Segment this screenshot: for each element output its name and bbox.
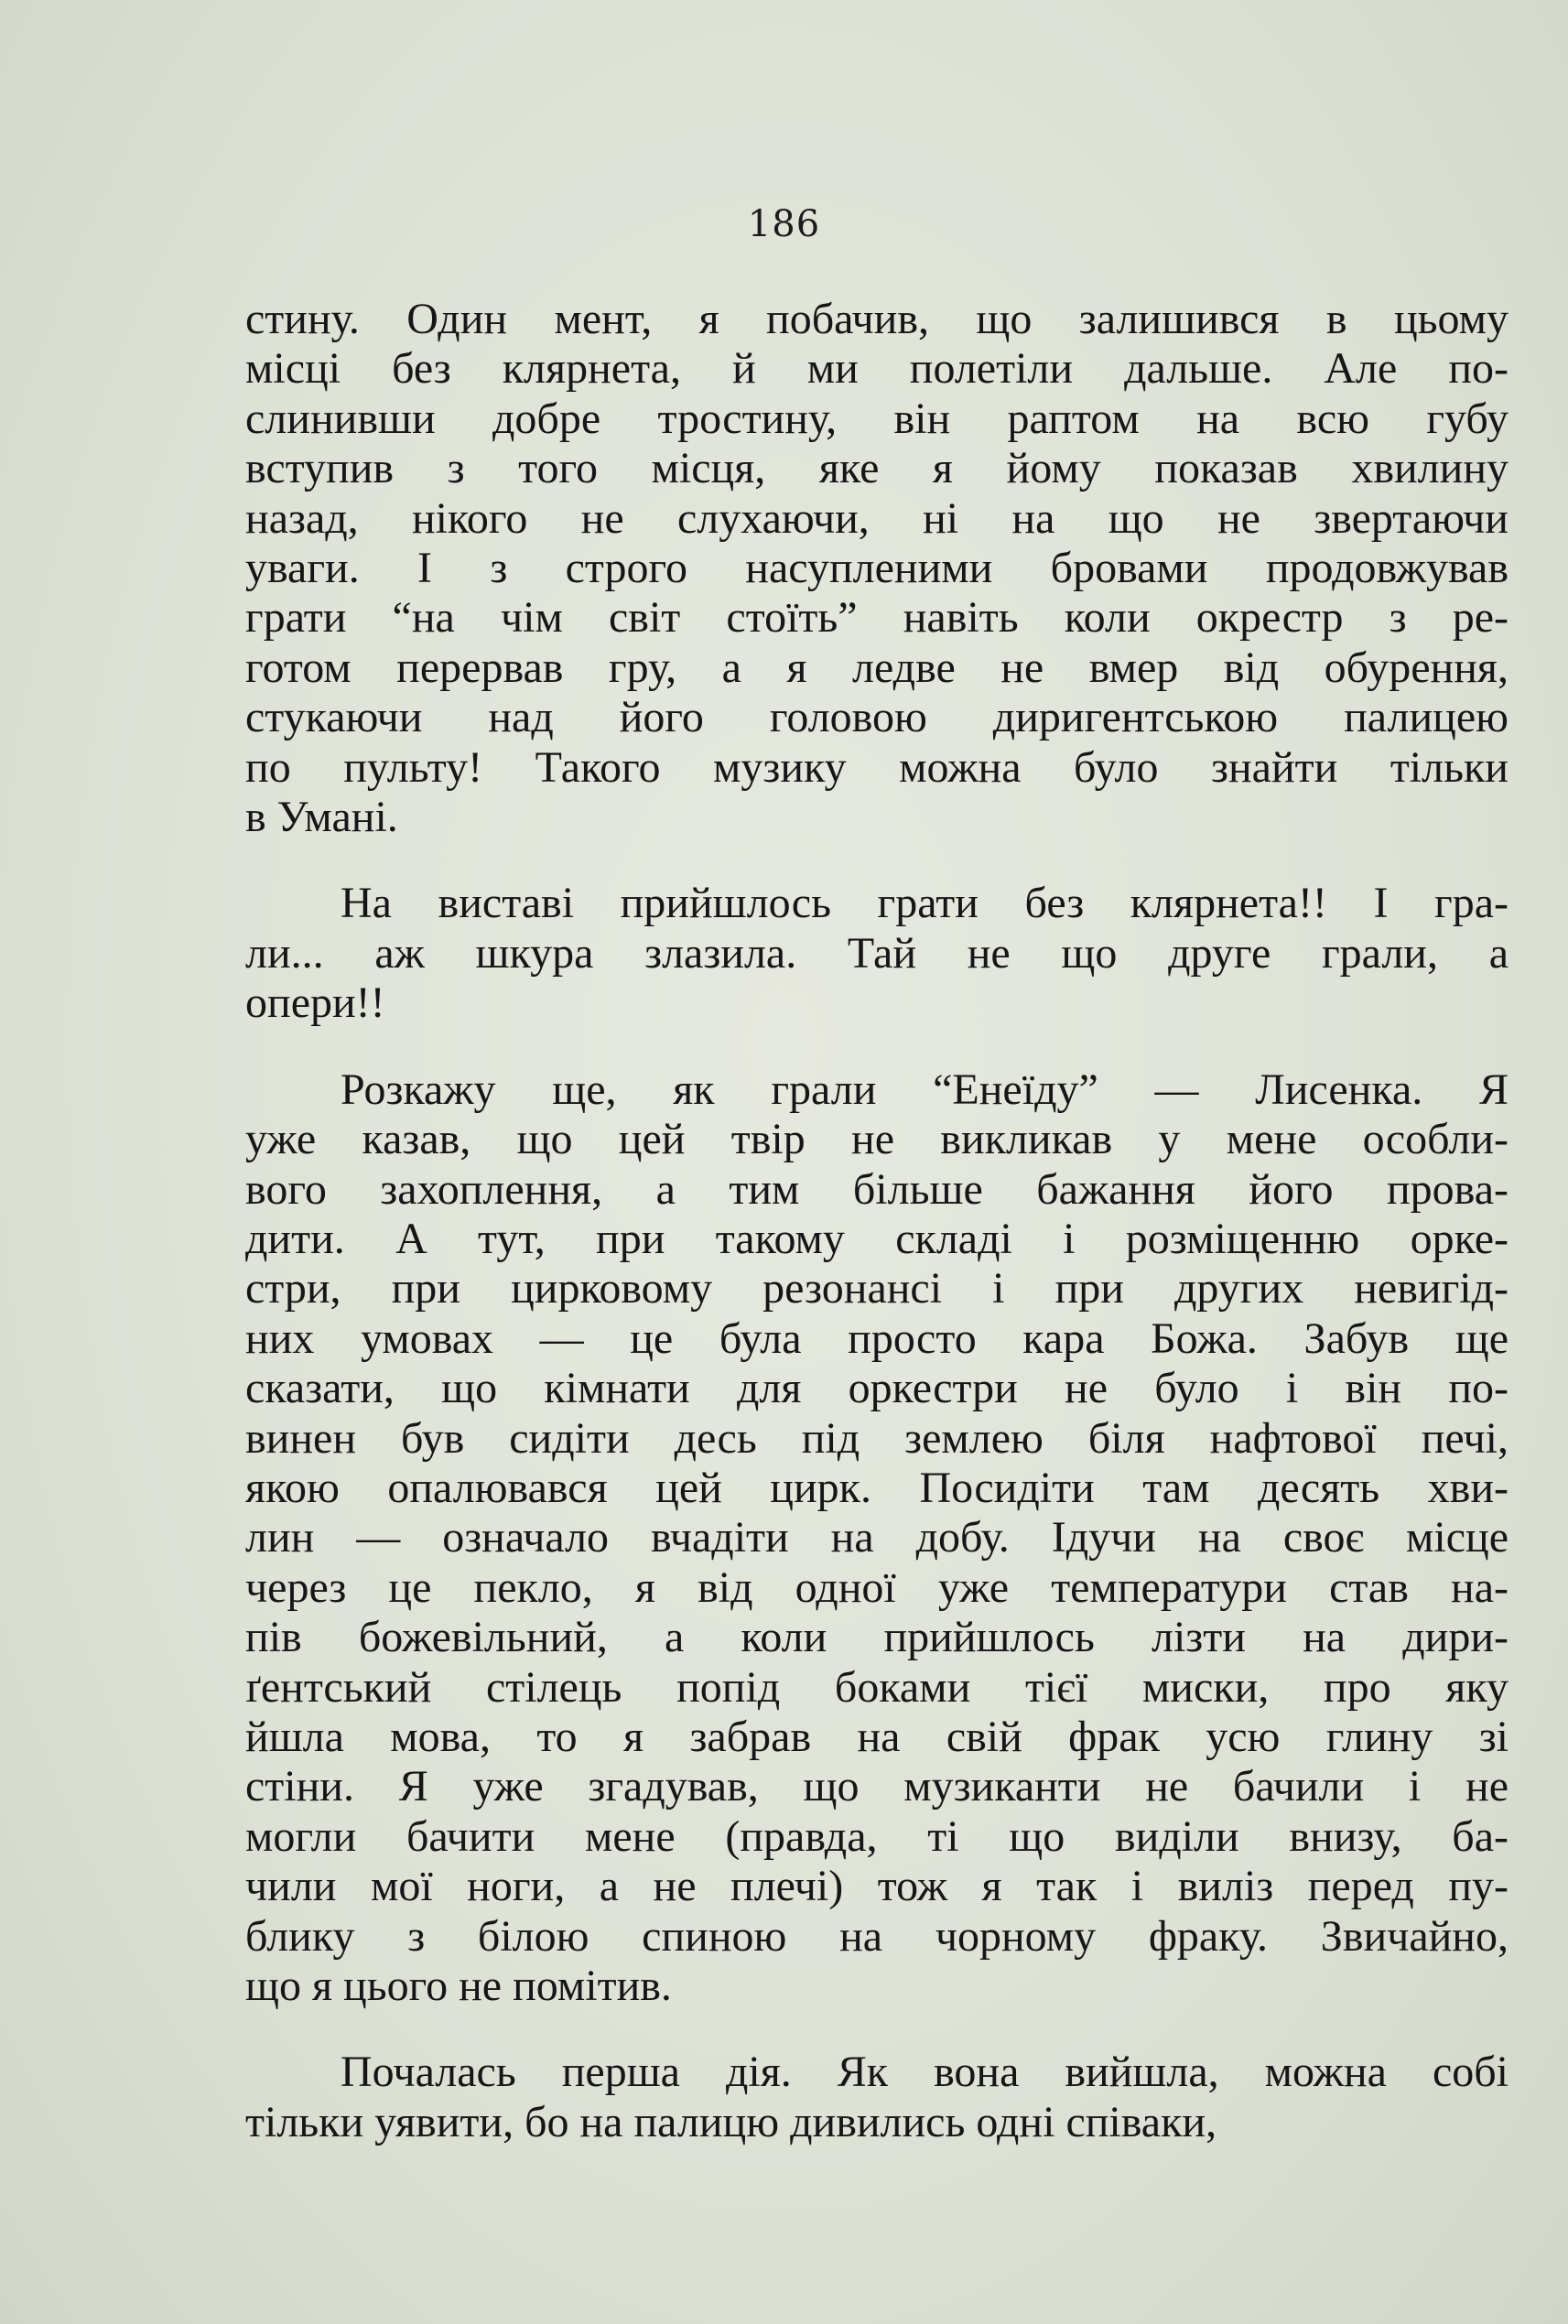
text-line: опери!! xyxy=(245,978,385,1028)
paragraph xyxy=(245,879,1509,1028)
text-line: винен був сидіти десь під землею біля нафтової печі, xyxy=(245,1413,1509,1463)
text-line: йшла мова, то я забрав на свій фрак усю глину зі xyxy=(245,1712,1509,1761)
text-line: блику з білою спиною на чорному фраку. Звичайно, xyxy=(245,1911,1509,1961)
text-line: в Умані. xyxy=(245,793,398,842)
text-line: місці без клярнета, й ми полетіли дальше. Але по- xyxy=(245,344,1509,394)
body-text xyxy=(245,295,1509,2147)
text-line: стину. Один мент, я побачив, що залишився в цьому xyxy=(245,295,1509,343)
text-line: грати “на чім світ стоїть” навіть коли окрестр з ре- xyxy=(245,593,1509,643)
text-line: що я цього не помітив. xyxy=(245,1962,672,2010)
text-line: уваги. І з строго насупленими бровами продовжував xyxy=(245,544,1509,593)
text-line: якою опалювався цей цирк. Посидіти там десять хви- xyxy=(245,1463,1509,1512)
text-line: Розкажу ще, як грали “Енеїду” — Лисенка. Я xyxy=(341,1065,1509,1114)
text-line: уже казав, що цей твір не викликав у мене особли- xyxy=(245,1115,1509,1164)
text-line: тільки уявити, бо на палицю дивились одні співаки, xyxy=(245,2097,1217,2146)
text-line: ґентський стілець попід боками тієї миски, про яку xyxy=(245,1662,1509,1712)
text-line: готом перервав гру, а я ледве не вмер від обурення, xyxy=(245,643,1509,692)
paragraph xyxy=(245,295,1509,842)
text-line: слинивши добре тростину, він раптом на всю губу xyxy=(245,394,1509,443)
text-line: стри, при цирковому резонансі і при других невигід- xyxy=(245,1264,1509,1313)
page-number: 186 xyxy=(747,203,821,245)
text-line: дити. А тут, при такому складі і розміщенню орке- xyxy=(245,1214,1509,1263)
text-line: них умовах — це була просто кара Божа. Забув ще xyxy=(245,1313,1509,1363)
text-line: могли бачити мене (правда, ті що виділи внизу, ба- xyxy=(245,1811,1509,1861)
text-line: сказати, що кімнати для оркестри не було і він по- xyxy=(245,1364,1509,1413)
text-line: лин — означало вчадіти на добу. Ідучи на своє місце xyxy=(245,1513,1509,1562)
text-line: пів божевільний, а коли прийшлось лізти на дири- xyxy=(245,1613,1509,1662)
text-line: ли... аж шкура злазила. Тай не що друге грали, а xyxy=(245,928,1509,978)
text-line: вого захоплення, а тим більше бажання його прова- xyxy=(245,1164,1509,1214)
text-line: по пульту! Такого музику можна було знайти тільки xyxy=(245,742,1509,792)
text-line: стіни. Я уже згадував, що музиканти не бачили і не xyxy=(245,1762,1509,1811)
text-line: вступив з того місця, яке я йому показав хвилину xyxy=(245,444,1509,493)
text-line: чили мої ноги, а не плечі) тож я так і виліз перед пу- xyxy=(245,1862,1509,1911)
text-line: На виставі прийшлось грати без клярнета!! І гра- xyxy=(341,879,1509,928)
text-line: назад, нікого не слухаючи, ні на що не звертаючи xyxy=(245,493,1509,543)
paragraph xyxy=(245,2048,1509,2147)
text-line: стукаючи над його головою диригентською палицею xyxy=(245,693,1509,742)
paragraph xyxy=(245,1065,1509,2012)
text-line: через це пекло, я від одної уже температури став на- xyxy=(245,1562,1509,1612)
text-line: Почалась перша дія. Як вона вийшла, можна собі xyxy=(341,2048,1509,2097)
